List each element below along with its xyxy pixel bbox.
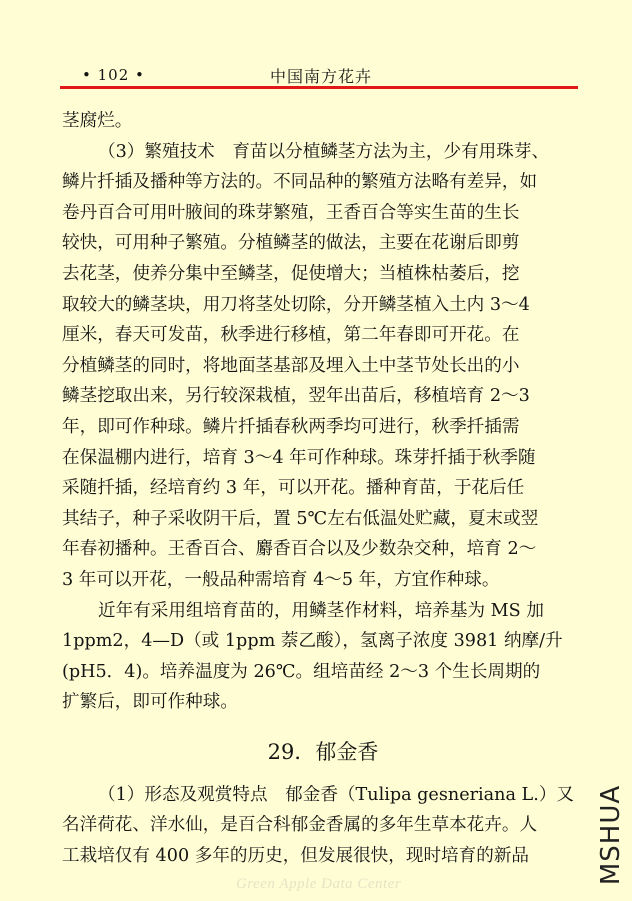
text-line: 茎腐烂。 xyxy=(62,111,133,131)
text-line: 较快，可用种子繁殖。分植鳞茎的做法，主要在花谢后即剪 xyxy=(62,233,520,254)
text-line: 年，即可作种球。鳞片扦插春秋两季均可进行，秋季扦插需 xyxy=(62,416,520,437)
text-line: 名洋荷花、洋水仙，是百合科郁金香属的多年生草本花卉。人 xyxy=(62,815,538,836)
section-heading: 29．郁金香 xyxy=(267,739,379,764)
text-line: 采随扦插，经培育约 3 年，可以开花。播种育苗，于花后任 xyxy=(62,478,525,499)
text-line: 取较大的鳞茎块，用刀将茎处切除，分开鳞茎植入土内 3～4 xyxy=(62,294,530,315)
header-rule xyxy=(60,86,578,89)
side-watermark xyxy=(594,780,626,890)
text-line: 在保温棚内进行，培育 3～4 年可作种球。珠芽扦插于秋季随 xyxy=(62,447,536,468)
text-line: 去花茎，使养分集中至鳞茎，促使增大；当植株枯萎后，挖 xyxy=(62,263,520,284)
text-line: 分植鳞茎的同时，将地面茎基部及埋入土中茎节处长出的小 xyxy=(62,355,520,376)
text-line: （1）形态及观赏特点 郁金香（Tulipa gesneriana L.）又 xyxy=(98,784,575,805)
text-line: （3）繁殖技术 育苗以分植鳞茎方法为主，少有用珠芽、 xyxy=(98,141,550,162)
text-line: 鳞茎挖取出来，另行较深栽植，翌年出苗后，移植培育 2～3 xyxy=(62,386,530,407)
text-line: 其结子，种子采收阴干后，置 5℃左右低温处贮藏，夏末或翌 xyxy=(62,508,539,529)
page-body xyxy=(62,106,578,872)
book-title: 中国南方花卉 xyxy=(270,67,373,86)
text-line: 工栽培仅有 400 多年的历史，但发展很快，现时培育的新品 xyxy=(62,846,530,867)
text-line: 3 年可以开花，一般品种需培育 4～5 年，方宜作种球。 xyxy=(62,569,500,590)
text-line: (pH5．4)。培养温度为 26℃。组培苗经 2～3 个生长周期的 xyxy=(62,661,541,682)
text-line: 鳞片扦插及播种等方法的。不同品种的繁殖方法略有差异，如 xyxy=(62,172,538,193)
side-watermark-text: MSHUA xyxy=(596,784,626,886)
text-line: 1ppm2，4—D（或 1ppm 萘乙酸），氢离子浓度 3981 纳摩/升 xyxy=(62,631,563,652)
bottom-watermark: Green Apple Data Center xyxy=(236,876,402,892)
text-line: 厘米，春天可发苗，秋季进行移植，第二年春即可开花。在 xyxy=(62,325,520,346)
page-header xyxy=(62,62,578,88)
text-line: 年春初播种。王香百合、麝香百合以及少数杂交种，培育 2～ xyxy=(62,539,537,560)
text-line: 卷丹百合可用叶腋间的珠芽繁殖，王香百合等实生苗的生长 xyxy=(62,202,520,223)
text-line: 扩繁后，即可作种球。 xyxy=(62,692,238,713)
page-number: • 102 • xyxy=(82,66,145,84)
text-line: 近年有采用组培育苗的，用鳞茎作材料，培养基为 MS 加 xyxy=(98,600,544,621)
